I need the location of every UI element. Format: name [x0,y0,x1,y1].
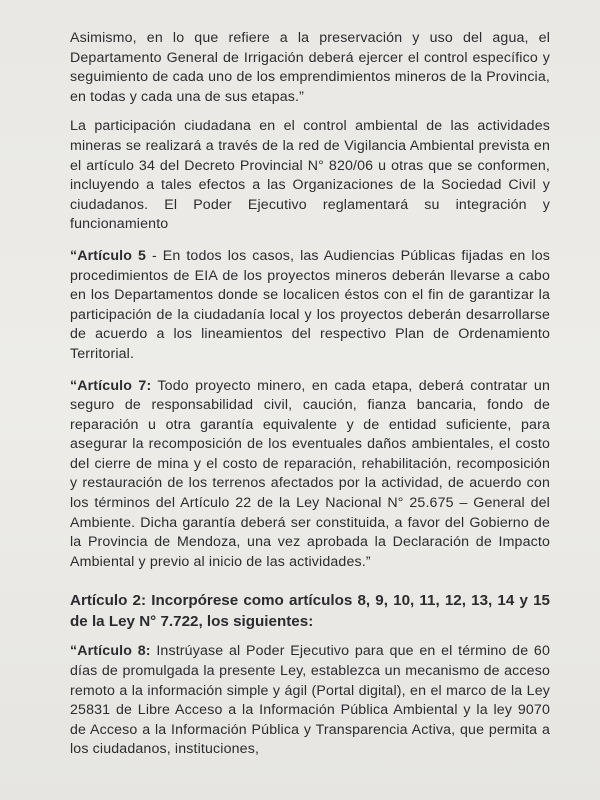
paragraph-citizen-participation: La participación ciudadana en el control ambiental de las actividades mineras se realizará a través de la red de Vigilancia Ambiental prevista en el artículo 34 del Decreto Provincial N° 820/06 u otras que se conformen, incluyendo a tales efectos a las Organizaciones de la Sociedad Civil y ciudadanos. El Poder Ejecutivo reglamentará su integración y funcionamiento [70,118,550,233]
article-5-text: - En todos los casos, las Audiencias Públicas fijadas en los procedimientos de EIA de los proyectos mineros deberán llevarse a cabo en los Departamentos donde se localicen éstos con el fin de garantizar la participación de la ciudadanía local y los proyectos deberán desarrollarse de acuerdo a los lineamientos del respectivo Plan de Ordenamiento Territorial. [70,247,550,362]
article-7-title: “Artículo 7: [70,377,152,394]
article-7-text: Todo proyecto minero, en cada etapa, deberá contratar un seguro de responsabilidad civil, caución, fianza bancaria, fondo de reparación u otra garantía equivalente y de entidad suficiente, para asegurar la recomposición de los eventuales daños ambientales, el costo del cierre de mina y el costo de reparación, rehabilitación, recomposición y restauración de los terrenos afectados por la actividad, de acuerdo con los términos del Artículo 22 de la Ley Nacional N° 25.675 – General del Ambiente. Dicha garantía deberá ser constituida, a favor del Gobierno de la Provincia de Mendoza, una vez aprobada la Declaración de Impacto Ambiental y previo al inicio de las actividades.” [70,377,550,570]
article-7 [70,377,550,573]
paragraph-water-control: Asimismo, en lo que refiere a la preservación y uso del agua, el Departamento General de Irrigación deberá ejercer el control específico y seguimiento de cada uno de los emprendimientos mineros de la Provincia, en todas y cada una de sus etapas.” [70,30,550,105]
article-8-text: Instrúyase al Poder Ejecutivo para que en el término de 60 días de promulgada la presente Ley, establezca un mecanismo de acceso remoto a la información simple y ágil (Portal digital), en el marco de la Ley 25831 de Libre Acceso a la Información Pública Ambiental y la ley 9070 de Acceso a la Información Pública y Transparencia Activa, que permita a los ciudadanos, instituciones, [70,643,550,758]
article-2-heading: Artículo 2: Incorpórese como artículos 8, 9, 10, 11, 12, 13, 14 y 15 de la Ley N° 7.722, los siguientes: [70,592,550,631]
article-8-title: “Artículo 8: [70,643,151,660]
article-5-title: “Artículo 5 [70,247,147,264]
article-8 [70,642,550,760]
article-5 [70,247,550,365]
